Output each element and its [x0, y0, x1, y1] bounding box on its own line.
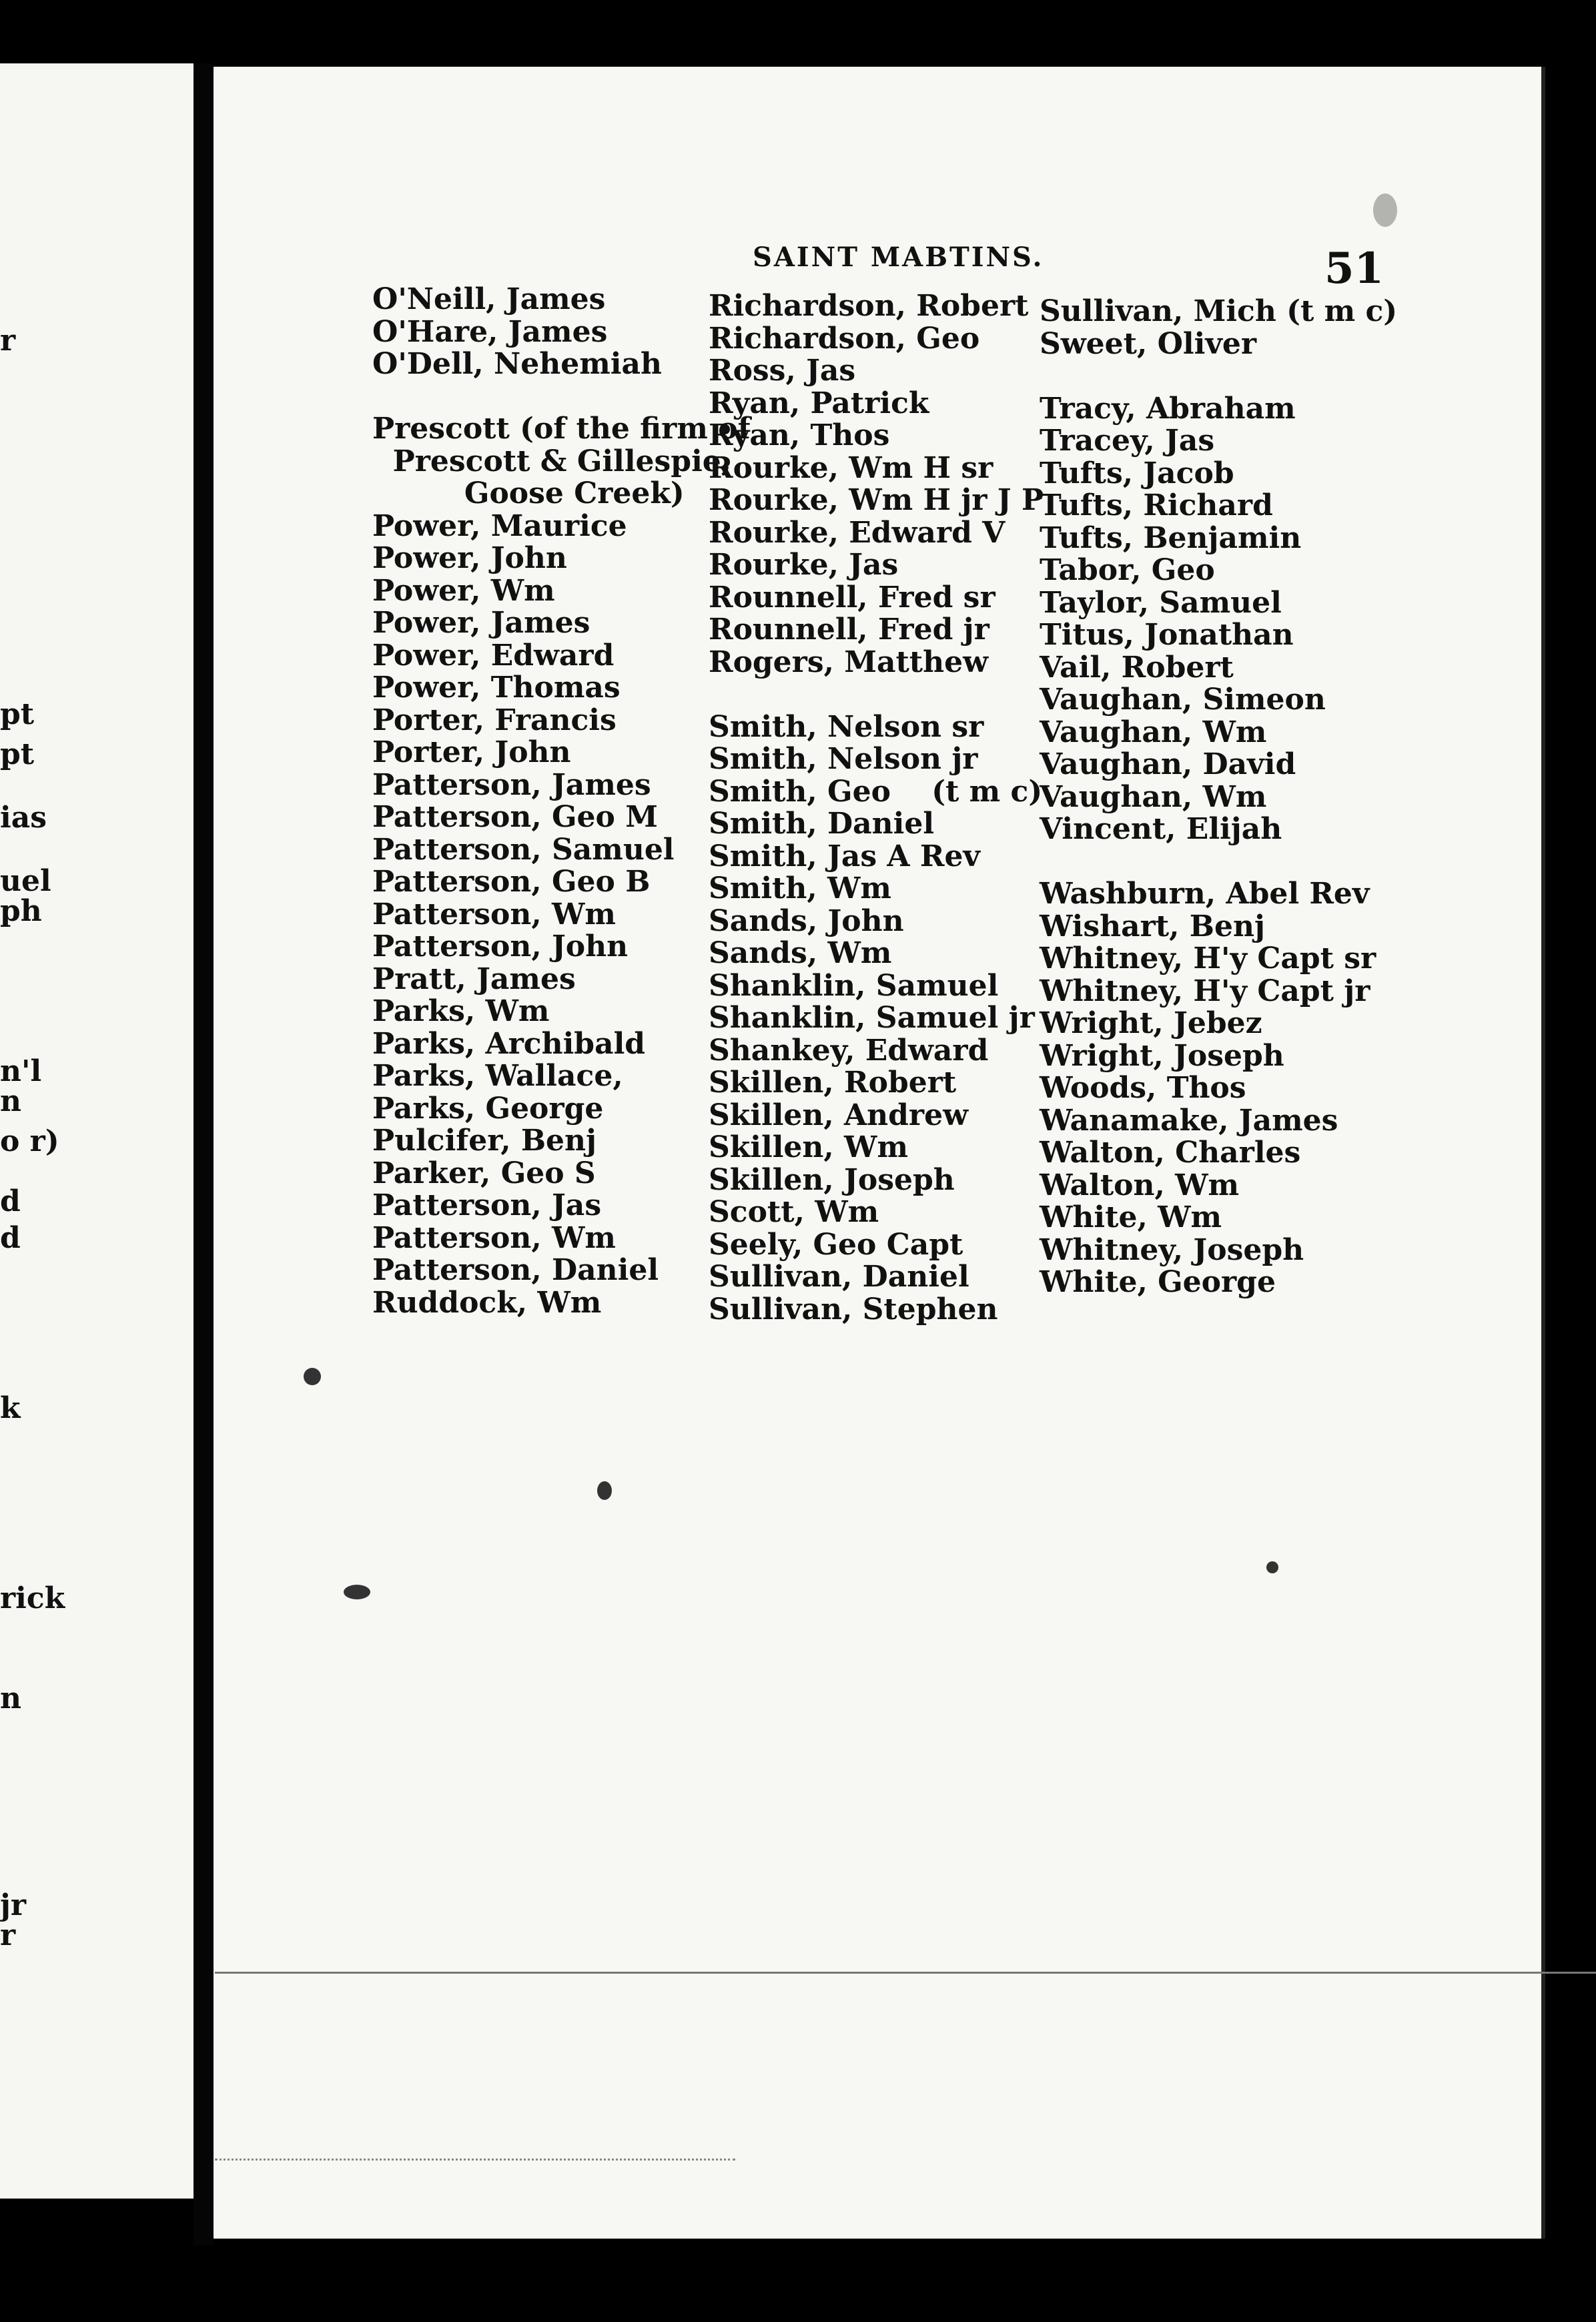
directory-entry: O'Neill, James — [372, 282, 606, 316]
facing-page-fragment: pt — [0, 737, 35, 771]
facing-page-fragment: n — [0, 1681, 21, 1715]
directory-entry: Tufts, Richard — [1040, 488, 1273, 522]
directory-entry — [709, 679, 1044, 711]
directory-entry: Patterson, Daniel — [372, 1253, 659, 1287]
page-number: 51 — [1324, 244, 1384, 294]
directory-entry: Richardson, Geo — [709, 321, 980, 356]
directory-entry: Patterson, Wm — [372, 1220, 616, 1255]
directory-entry — [1040, 360, 1397, 393]
facing-page-fragment: r — [0, 324, 16, 358]
directory-entry: Ross, Jas — [709, 354, 856, 388]
name-column-2 — [709, 290, 1044, 1326]
ink-spot — [304, 1368, 321, 1385]
directory-entry: Vaughan, David — [1040, 747, 1296, 781]
directory-entry: Patterson, Jas — [372, 1188, 602, 1222]
facing-page-fragment: uel — [0, 864, 51, 898]
directory-entry: Rourke, Wm H sr — [709, 450, 993, 485]
directory-entry: Rogers, Matthew — [709, 645, 988, 679]
directory-entry: Power, Maurice — [372, 508, 627, 543]
directory-entry: Sweet, Oliver — [1040, 326, 1257, 361]
directory-entry: Scott, Wm — [709, 1195, 879, 1229]
directory-entry: Wishart, Benj — [1040, 909, 1265, 943]
facing-page-fragment: d — [0, 1221, 21, 1255]
directory-entry: Smith, Nelson sr — [709, 709, 984, 744]
directory-entry: Porter, Francis — [372, 703, 617, 737]
directory-entry: Vaughan, Simeon — [1040, 683, 1326, 717]
directory-entry: Parks, Archibald — [372, 1026, 646, 1061]
directory-entry: Vincent, Elijah — [1040, 812, 1282, 846]
directory-entry: Smith, Wm — [709, 871, 891, 905]
directory-entry: Wright, Jebez — [1040, 1006, 1262, 1040]
directory-entry: Ryan, Patrick — [709, 386, 929, 420]
directory-entry: White, Wm — [1040, 1200, 1222, 1234]
ink-spot — [344, 1585, 370, 1599]
directory-entry: Washburn, Abel Rev — [1040, 877, 1370, 911]
directory-entry: Walton, Charles — [1040, 1136, 1301, 1170]
name-column-3 — [1040, 296, 1397, 1299]
facing-page-edge — [0, 63, 193, 2199]
name-column-1 — [372, 284, 751, 1319]
directory-entry: Rounnell, Fred jr — [709, 613, 989, 647]
directory-entry: Walton, Wm — [1040, 1168, 1240, 1202]
directory-entry: Power, Edward — [372, 638, 615, 673]
directory-entry: Tracy, Abraham — [1040, 391, 1296, 426]
directory-entry: Skillen, Wm — [709, 1130, 908, 1164]
directory-entry: White, George — [1040, 1265, 1276, 1299]
facing-page-fragment: ph — [0, 894, 42, 928]
directory-entry: Patterson, John — [372, 929, 629, 963]
directory-entry: Tracey, Jas — [1040, 424, 1215, 458]
directory-entry: Richardson, Robert — [709, 289, 1029, 323]
directory-entry: Tufts, Jacob — [1040, 456, 1234, 490]
directory-entry — [1040, 846, 1397, 879]
directory-entry: Vaughan, Wm — [1040, 779, 1267, 814]
directory-entry: Wright, Joseph — [1040, 1038, 1284, 1073]
ink-spot — [597, 1481, 612, 1500]
directory-entry: Pratt, James — [372, 961, 576, 996]
directory-entry: Rourke, Edward V — [709, 515, 1006, 550]
facing-page-fragment: ias — [0, 801, 47, 835]
directory-entry: Taylor, Samuel — [1040, 585, 1282, 620]
facing-page-fragment: jr — [0, 1888, 27, 1922]
directory-entry: Sands, John — [709, 903, 904, 938]
directory-entry: Prescott (of the firm of — [372, 412, 751, 446]
directory-entry: Titus, Jonathan — [1040, 618, 1294, 652]
directory-entry: Wanamake, James — [1040, 1103, 1338, 1138]
directory-entry: Sands, Wm — [709, 936, 892, 970]
directory-entry: Patterson, Geo B — [372, 865, 651, 899]
directory-entry: Rounnell, Fred sr — [709, 580, 995, 615]
ink-spot — [1373, 193, 1397, 227]
facing-page-fragment: n — [0, 1084, 21, 1118]
directory-entry: Sullivan, Stephen — [709, 1292, 998, 1326]
directory-entry: Power, James — [372, 606, 590, 640]
facing-page-fragment: d — [0, 1184, 21, 1218]
directory-entry: Smith, Nelson jr — [709, 742, 978, 776]
directory-entry: Shanklin, Samuel — [709, 968, 999, 1003]
book-gutter — [193, 63, 214, 2245]
directory-entry: Pulcifer, Benj — [372, 1124, 596, 1158]
directory-entry: Prescott & Gillespie, — [372, 444, 732, 478]
directory-entry: Rourke, Jas — [709, 548, 899, 582]
directory-entry: Parks, George — [372, 1091, 604, 1126]
ink-spot — [1266, 1561, 1278, 1573]
directory-entry: Ryan, Thos — [709, 418, 890, 452]
directory-entry: Woods, Thos — [1040, 1071, 1246, 1105]
directory-entry: Whitney, Joseph — [1040, 1232, 1304, 1267]
directory-entry: O'Dell, Nehemiah — [372, 347, 662, 381]
directory-entry: Skillen, Joseph — [709, 1162, 955, 1197]
facing-page-fragment: o r) — [0, 1124, 59, 1158]
directory-entry: Whitney, H'y Capt sr — [1040, 941, 1376, 976]
page-title: SAINT MABTINS. — [753, 242, 1044, 273]
directory-entry: Whitney, H'y Capt jr — [1040, 974, 1370, 1008]
directory-entry: Porter, John — [372, 735, 571, 769]
directory-entry — [372, 381, 751, 414]
directory-entry: Patterson, Wm — [372, 897, 616, 931]
directory-entry: Sullivan, Daniel — [709, 1260, 969, 1294]
directory-entry: O'Hare, James — [372, 314, 608, 349]
directory-entry: Patterson, Samuel — [372, 832, 675, 867]
directory-entry: Patterson, Geo M — [372, 800, 658, 834]
directory-entry: Shankey, Edward — [709, 1033, 989, 1068]
directory-entry: Smith, Daniel — [709, 807, 935, 841]
directory-entry: Rourke, Wm H jr J P — [709, 483, 1044, 517]
directory-entry: Goose Creek) — [372, 476, 685, 510]
directory-entry: Tufts, Benjamin — [1040, 520, 1302, 555]
directory-entry: Ruddock, Wm — [372, 1285, 602, 1320]
directory-entry: Sullivan, Mich (t m c) — [1040, 294, 1398, 328]
directory-entry: Seely, Geo Capt — [709, 1227, 963, 1262]
directory-entry: Power, John — [372, 541, 567, 575]
dotted-rule — [215, 2159, 735, 2161]
directory-entry: Skillen, Andrew — [709, 1098, 968, 1132]
directory-entry: Shanklin, Samuel jr — [709, 1001, 1035, 1035]
scan-line — [215, 1972, 1596, 1974]
facing-page-fragment: n'l — [0, 1054, 42, 1088]
directory-entry: Parker, Geo S — [372, 1156, 596, 1190]
facing-page-fragment: pt — [0, 697, 35, 731]
facing-page-fragment: rick — [0, 1581, 65, 1615]
directory-entry: Tabor, Geo — [1040, 553, 1215, 587]
directory-entry: Smith, Geo (t m c) — [709, 774, 1043, 809]
directory-entry: Parks, Wallace, — [372, 1059, 623, 1093]
directory-entry: Parks, Wm — [372, 994, 550, 1028]
directory-entry: Smith, Jas A Rev — [709, 839, 980, 873]
directory-entry: Vail, Robert — [1040, 650, 1234, 685]
facing-page-fragment: r — [0, 1918, 16, 1952]
directory-entry: Skillen, Robert — [709, 1066, 957, 1100]
facing-page-fragment: k — [0, 1391, 21, 1425]
directory-entry: Power, Wm — [372, 573, 555, 608]
directory-entry: Power, Thomas — [372, 671, 621, 705]
directory-entry: Vaughan, Wm — [1040, 715, 1267, 749]
directory-entry: Patterson, James — [372, 767, 651, 802]
